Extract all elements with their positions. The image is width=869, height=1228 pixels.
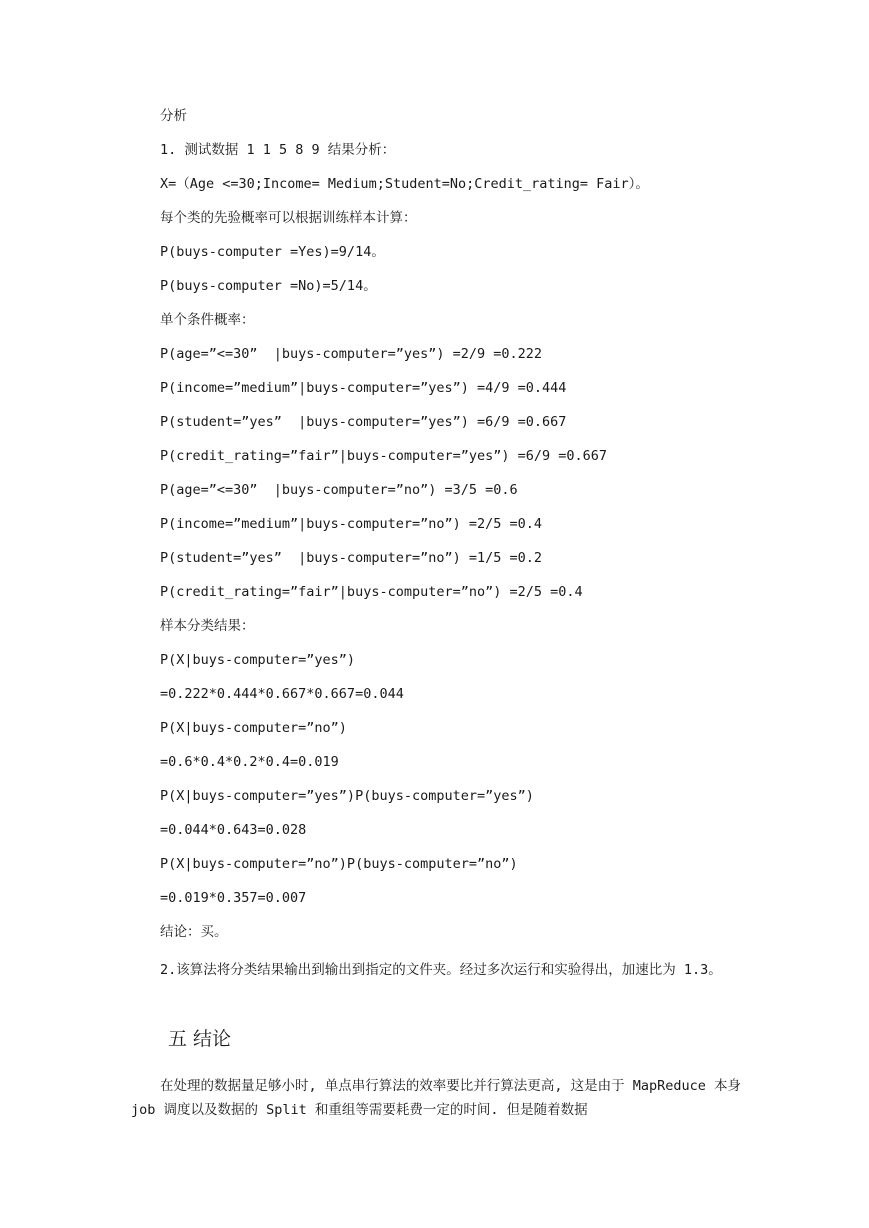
conditional-student-no: P(student=”yes” |buys-computer=”no”) =1/5 =0.2 — [160, 550, 543, 566]
conclusion-line: 结论：买。 — [160, 924, 228, 940]
prior-yes: P(buys-computer =Yes)=9/14。 — [160, 244, 385, 260]
conditional-credit-yes: P(credit_rating=”fair”|buys-computer=”yes”) =6/9 =0.667 — [160, 448, 608, 464]
item-1-title: 1. 测试数据 1 1 5 8 9 结果分析： — [160, 142, 396, 158]
likelihood-no-label: P(X|buys-computer=”no”) — [160, 720, 347, 736]
section-heading: 五 结论 — [168, 1028, 232, 1050]
posterior-no-value: =0.019*0.357=0.007 — [160, 890, 307, 906]
section-label: 分析 — [160, 108, 187, 124]
conditional-income-yes: P(income=”medium”|buys-computer=”yes”) =4/9 =0.444 — [160, 380, 567, 396]
conditional-income-no: P(income=”medium”|buys-computer=”no”) =2/5 =0.4 — [160, 516, 543, 532]
conditional-age-no: P(age=”<=30” |buys-computer=”no”) =3/5 =0.6 — [160, 482, 518, 498]
conditional-age-yes: P(age=”<=30” |buys-computer=”yes”) =2/9 =0.222 — [160, 346, 543, 362]
conditional-student-yes: P(student=”yes” |buys-computer=”yes”) =6/9 =0.667 — [160, 414, 567, 430]
item-2-paragraph: 2.该算法将分类结果输出到输出到指定的文件夹。经过多次运行和实验得出，加速比为 1.3。 — [160, 962, 722, 978]
sample-x-definition: X=（Age <=30;Income= Medium;Student=No;Credit_rating= Fair）。 — [160, 176, 649, 192]
prior-intro: 每个类的先验概率可以根据训练样本计算： — [160, 210, 417, 226]
conditional-credit-no: P(credit_rating=”fair”|buys-computer=”no”) =2/5 =0.4 — [160, 584, 583, 600]
classification-intro: 样本分类结果： — [160, 618, 255, 634]
conditional-intro: 单个条件概率： — [160, 312, 255, 328]
posterior-yes-value: =0.044*0.643=0.028 — [160, 822, 307, 838]
posterior-no-label: P(X|buys-computer=”no”)P(buys-computer=”no”) — [160, 856, 518, 872]
conclusion-paragraph: 在处理的数据量足够小时, 单点串行算法的效率要比并行算法更高, 这是由于 MapReduce 本身 job 调度以及数据的 Split 和重组等需要耗费一定的时间. 但是随着数据 — [131, 1078, 741, 1118]
likelihood-yes-value: =0.222*0.444*0.667*0.667=0.044 — [160, 686, 404, 702]
prior-no: P(buys-computer =No)=5/14。 — [160, 278, 377, 294]
likelihood-no-value: =0.6*0.4*0.2*0.4=0.019 — [160, 754, 339, 770]
likelihood-yes-label: P(X|buys-computer=”yes”) — [160, 652, 356, 668]
posterior-yes-label: P(X|buys-computer=”yes”)P(buys-computer=”yes”) — [160, 788, 534, 804]
